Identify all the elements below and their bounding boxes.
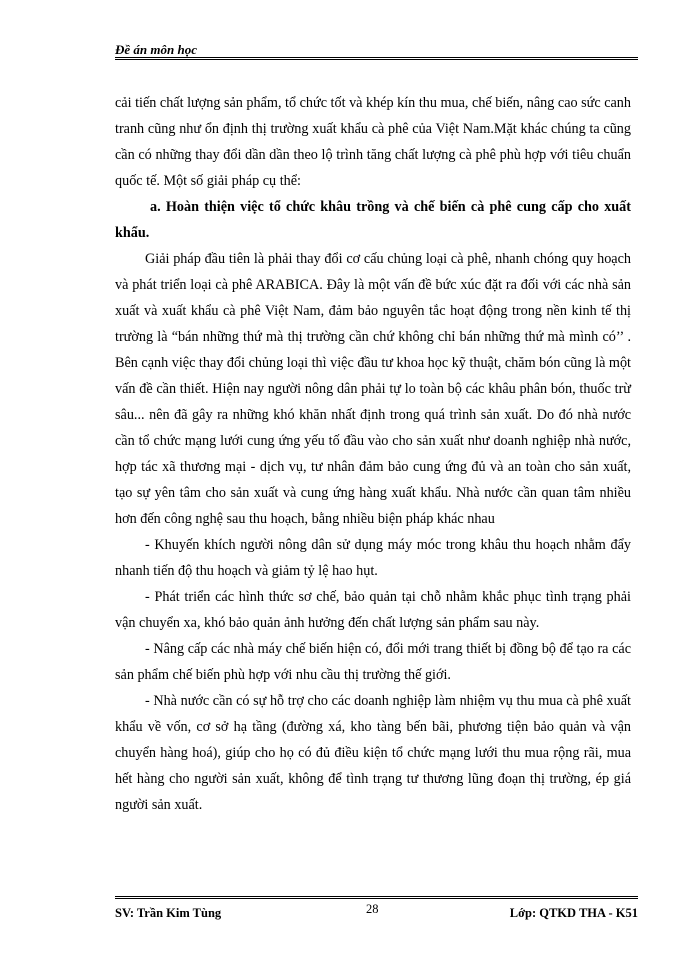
bullet-item: - Nhà nước cần có sự hỗ trợ cho các doanh nghiệp làm nhiệm vụ thu mua cà phê xuất khẩu về vốn, cơ sở hạ tầng (đường xá, kho tàng bến bãi, phương tiện bảo quản và vận chuyển hàng hoá), giúp cho họ có đủ điều kiện tổ chức mạng lưới thu mua rộng rãi, mua hết hàng cho người sản xuất, không để tình trạng tư thương lũng đoạn thị trường, ép giá người sản xuất. [115,693,631,813]
footer-divider-secondary [115,898,638,899]
document-header-title: Đề án môn học [115,42,197,57]
header-divider [115,57,638,58]
footer-student-name: SV: Trần Kim Tùng [115,906,222,920]
intro-paragraph: cải tiến chất lượng sản phẩm, tổ chức tốt và khép kín thu mua, chế biến, nâng cao sức canh tranh cũng như ổn định thị trường xuất khẩu cà phê của Việt Nam.Mặt khác chúng ta cũng cần có những thay đổi dần dần theo lộ trình tăng chất lượng cà phê phù hợp với tiêu chuẩn quốc tế. Một số giải pháp cụ thể: [115,95,631,189]
bullet-item: - Nâng cấp các nhà máy chế biến hiện có, đổi mới trang thiết bị đồng bộ để tạo ra các sản phẩm chế biến phù hợp với nhu cầu thị trường thế giới. [115,641,631,683]
main-paragraph: Giải pháp đầu tiên là phải thay đổi cơ cấu chủng loại cà phê, nhanh chóng quy hoạch và phát triển loại cà phê ARABICA. Đây là một vấn đề bức xúc đặt ra đối với các nhà sản xuất và xuất khẩu cà phê Việt Nam, đảm bảo nguyên tắc hoạt động trong nền kinh tế thị trường là “bán những thứ mà thị trường cần chứ không chỉ bán những thứ mà mình có’’ . Bên cạnh việc thay đổi chủng loại thì việc đầu tư khoa học kỹ thuật, chăm bón cũng là một vấn đề cần thiết. Hiện nay người nông dân phải tự lo toàn bộ các khâu phân bón, thuốc trừ sâu... nên đã gây ra những khó khăn nhất định trong quá trình sản xuất. Do đó nhà nước cần tổ chức mạng lưới cung ứng yếu tố đầu vào cho sản xuất như doanh nghiệp nhà nước, hợp tác xã thương mại - dịch vụ, tư nhân đảm bảo cung ứng đủ và an toàn cho sản xuất, tạo sự yên tâm cho sản xuất và cung ứng hàng xuất khẩu. Nhà nước cần quan tâm nhiều hơn đến công nghệ sau thu hoạch, bằng nhiều biện pháp khác nhau [115,251,631,527]
section-heading-a: a. Hoàn thiện việc tổ chức khâu trồng và chế biến cà phê cung cấp cho xuất khẩu. [115,199,631,241]
page-body [115,90,631,818]
bullet-item: - Khuyến khích người nông dân sử dụng máy móc trong khâu thu hoạch nhằm đẩy nhanh tiến độ thu hoạch và giảm tỷ lệ hao hụt. [115,537,631,579]
header-divider-secondary [115,59,638,60]
page-number: 28 [366,902,379,916]
footer-class-label: Lớp: QTKD THA - K51 [509,906,638,920]
bullet-item: - Phát triển các hình thức sơ chế, bảo quản tại chỗ nhằm khắc phục tình trạng phải vận chuyển xa, khó bảo quản ảnh hưởng đến chất lượng sản phẩm sau này. [115,589,631,631]
footer-divider [115,896,638,897]
